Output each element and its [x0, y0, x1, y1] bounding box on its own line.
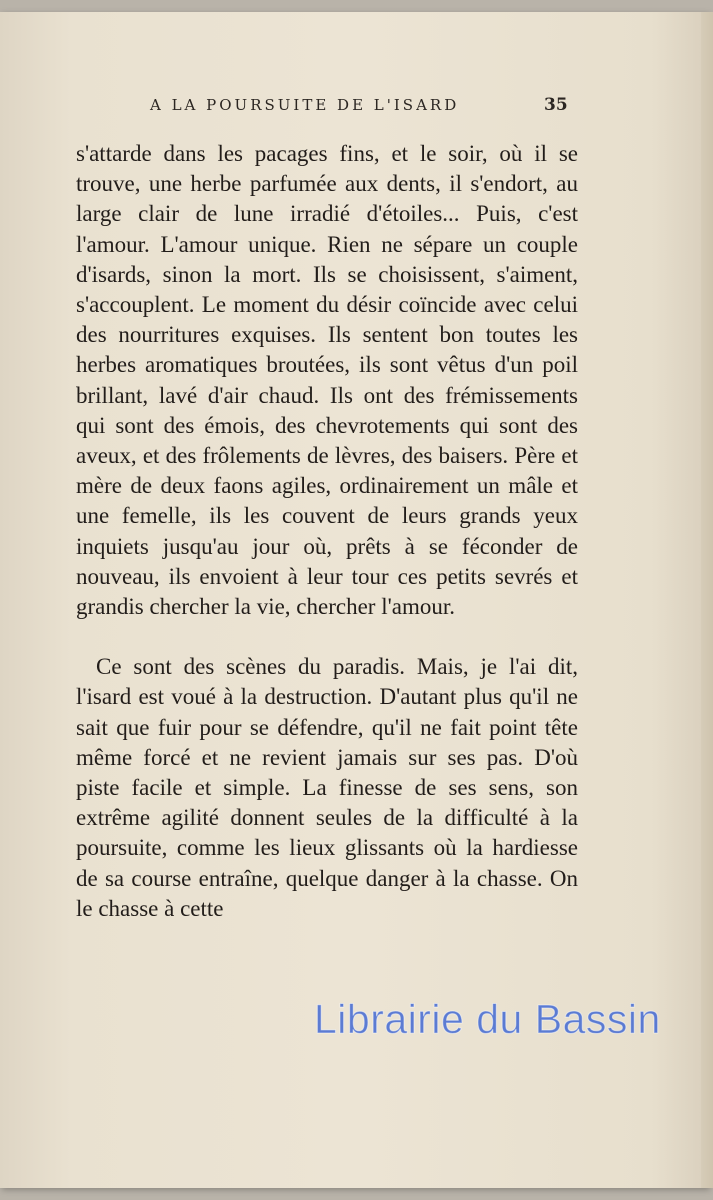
watermark-text: Librairie du Bassin [314, 996, 661, 1042]
page-text [76, 139, 578, 924]
running-title: A LA POURSUITE DE L'ISARD [150, 96, 460, 114]
page-number: 35 [544, 95, 568, 115]
paragraph: s'attarde dans les pacages fins, et le soir, où il se trouve, une herbe parfumée aux dents, il s'endort, au large clair de lune irradié d'étoiles... Puis, c'est l'amour. L'amour unique. Rien ne sépare un couple d'isards, sinon la mort. Ils se choisissent, s'aiment, s'accouplent. Le moment du désir coïncide avec celui des nourritures exquises. Ils sentent bon toutes les herbes aromatiques broutées, ils sont vêtus d'un poil brillant, lavé d'air chaud. Ils ont des frémissements qui sont des émois, des chevrotements qui sont des aveux, et des frôlements de lèvres, des baisers. Père et mère de deux faons agiles, ordinairement un mâle et une femelle, ils les couvent de leurs grands yeux inquiets jusqu'au jour où, prêts à se féconder de nouveau, ils envoient à leur tour ces petits sevrés et grandis chercher la vie, chercher l'amour. [76, 141, 578, 620]
page-edge [701, 12, 713, 1188]
paragraph: Ce sont des scènes du paradis. Mais, je l'ai dit, l'isard est voué à la destruction. D'autant plus qu'il ne sait que fuir pour se défendre, qu'il ne fait point tête même forcé et ne revient jamais sur ses pas. D'où piste facile et simple. La finesse de ses sens, son extrême agilité donnent seules de la difficulté à la poursuite, comme les lieux glissants où la hardiesse de sa course entraîne, quelque danger à la chasse. On le chasse à cette [76, 654, 578, 921]
